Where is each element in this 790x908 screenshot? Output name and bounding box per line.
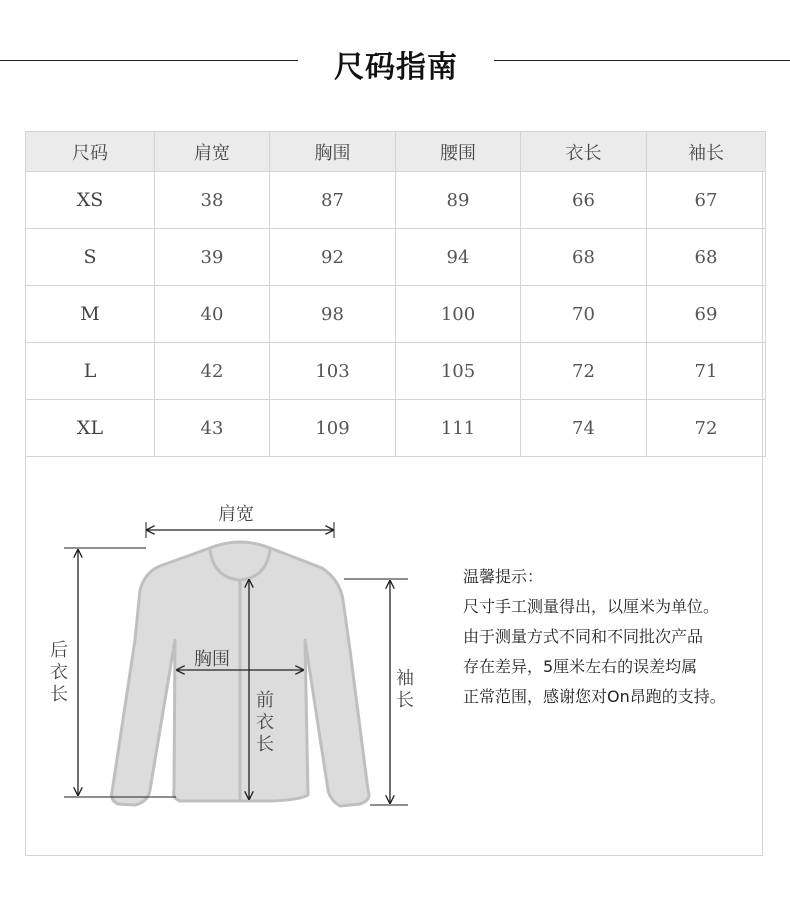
- table-cell: 68: [521, 229, 647, 286]
- front-length-label: 前衣长: [256, 690, 274, 755]
- table-row: [26, 229, 766, 286]
- table-cell: 38: [155, 172, 270, 229]
- header-waist: 腰围: [396, 132, 521, 172]
- table-cell: 94: [396, 229, 521, 286]
- tips-line: 由于测量方式不同和不同批次产品: [463, 627, 704, 646]
- table-cell: 69: [647, 286, 766, 343]
- tips-box: [463, 562, 773, 712]
- table-cell: 70: [521, 286, 647, 343]
- table-cell: 92: [270, 229, 396, 286]
- title-rule-right: [494, 60, 790, 61]
- table-cell: 103: [270, 343, 396, 400]
- table-row: [26, 343, 766, 400]
- table-cell: 111: [396, 400, 521, 457]
- table-cell: 66: [521, 172, 647, 229]
- tips-heading: 温馨提示：: [463, 567, 544, 586]
- chest-label: 胸围: [194, 649, 230, 670]
- size-table: [25, 131, 766, 457]
- table-cell: 74: [521, 400, 647, 457]
- table-cell: 100: [396, 286, 521, 343]
- table-cell: 39: [155, 229, 270, 286]
- table-header-row: [26, 132, 766, 172]
- tips-line: 尺寸手工测量得出，以厘米为单位。: [463, 597, 720, 616]
- table-cell: 87: [270, 172, 396, 229]
- back-length-label: 后衣长: [50, 640, 68, 705]
- sleeve-label: 袖长: [396, 668, 414, 711]
- table-cell-size: XS: [26, 172, 155, 229]
- table-cell: 71: [647, 343, 766, 400]
- table-cell: 42: [155, 343, 270, 400]
- table-cell: 67: [647, 172, 766, 229]
- table-cell-size: XL: [26, 400, 155, 457]
- table-cell-size: M: [26, 286, 155, 343]
- table-row: [26, 400, 766, 457]
- shoulder-label: 肩宽: [218, 504, 254, 525]
- header-shoulder: 肩宽: [155, 132, 270, 172]
- header-sleeve: 袖长: [647, 132, 766, 172]
- table-cell: 40: [155, 286, 270, 343]
- table-cell: 109: [270, 400, 396, 457]
- page-title: 尺码指南: [334, 50, 458, 85]
- table-cell: 89: [396, 172, 521, 229]
- table-cell: 98: [270, 286, 396, 343]
- header-size: 尺码: [26, 132, 155, 172]
- table-cell: 72: [521, 343, 647, 400]
- table-row: [26, 286, 766, 343]
- table-cell-size: S: [26, 229, 155, 286]
- title-bar: [0, 0, 790, 120]
- tips-line: 存在差异，5厘米左右的误差均属: [463, 657, 698, 676]
- table-cell: 72: [647, 400, 766, 457]
- header-chest: 胸围: [270, 132, 396, 172]
- table-cell: 43: [155, 400, 270, 457]
- title-rule-left: [0, 60, 298, 61]
- header-length: 衣长: [521, 132, 647, 172]
- table-cell: 105: [396, 343, 521, 400]
- table-cell: 68: [647, 229, 766, 286]
- table-cell-size: L: [26, 343, 155, 400]
- tips-line: 正常范围，感谢您对On昂跑的支持。: [463, 687, 726, 706]
- table-row: [26, 172, 766, 229]
